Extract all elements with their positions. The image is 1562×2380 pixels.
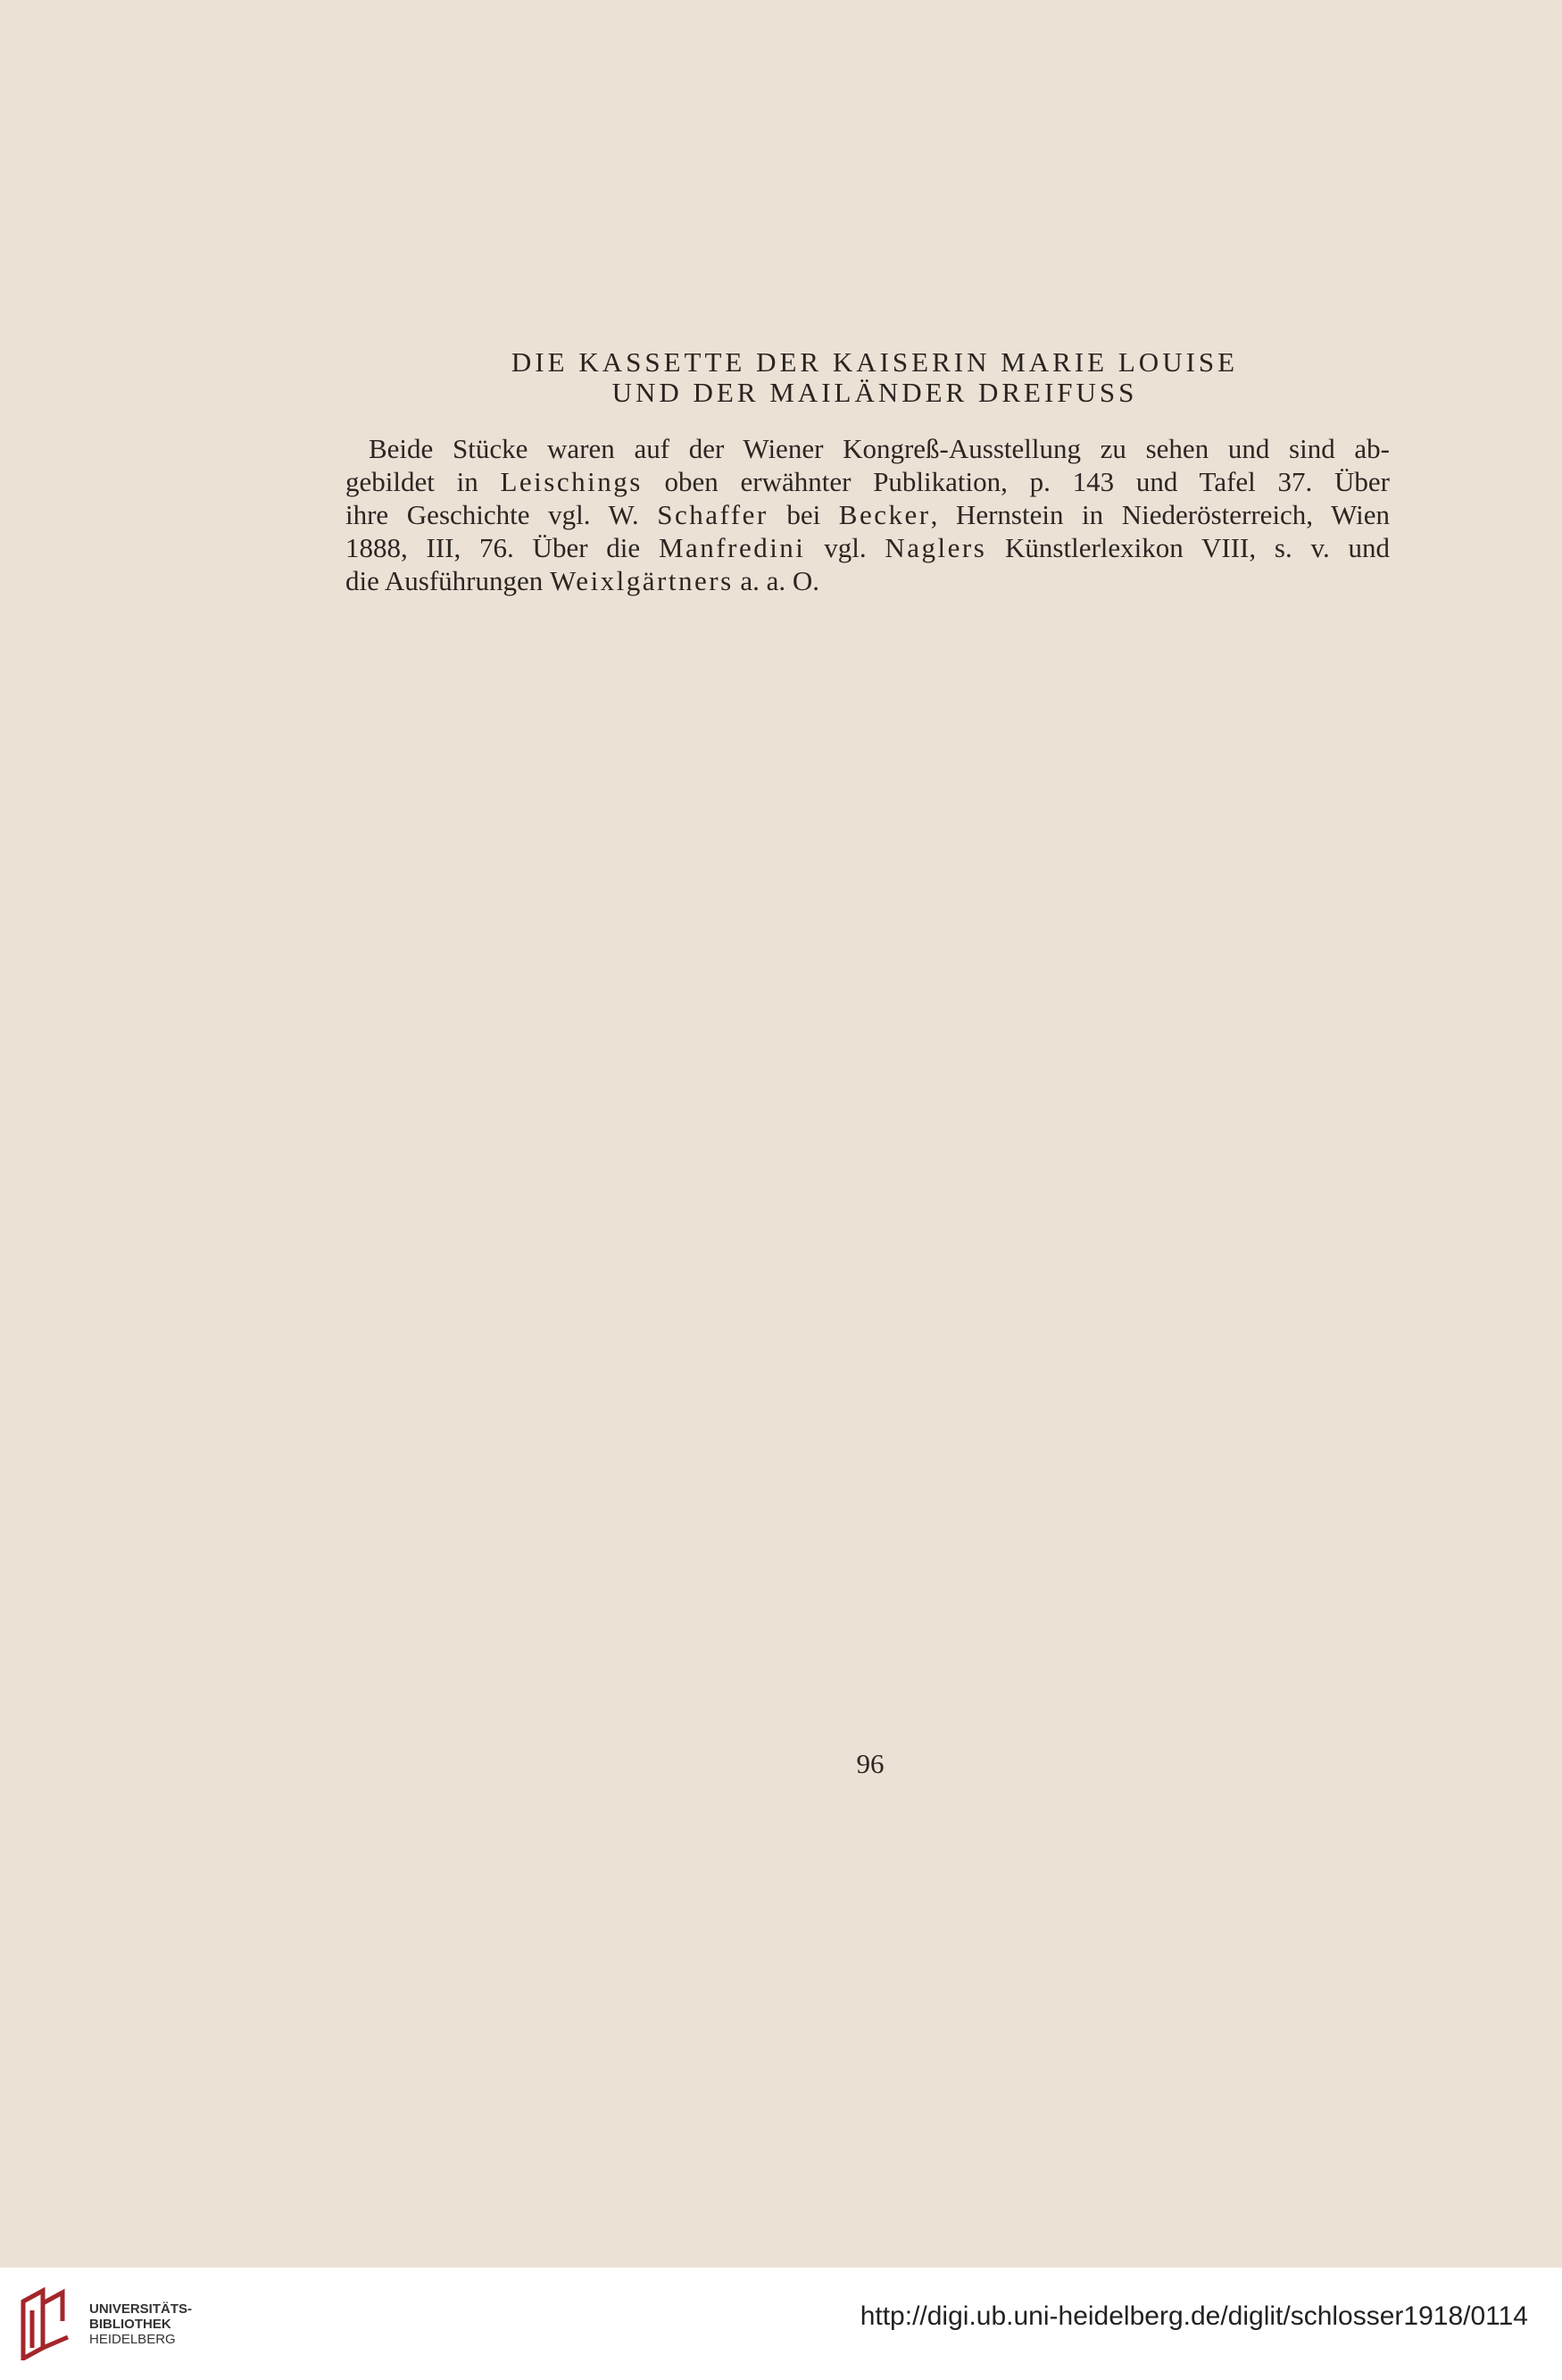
text-line-5: die Ausführungen Weixlgärtners a. a. O. <box>345 565 820 596</box>
page-number: 96 <box>856 1748 885 1779</box>
chapter-heading-line-1: DIE KASSETTE DER KAISERIN MARIE LOUISE <box>511 346 1239 378</box>
source-url-link[interactable]: http://digi.ub.uni-heidelberg.de/diglit/schlosser1918/0114 <box>860 2301 1528 2331</box>
library-name: UNIVERSITÄTS- BIBLIOTHEK HEIDELBERG <box>89 2301 193 2347</box>
author-name-schaffer: Schaffer <box>657 499 769 530</box>
name-manfredini: Manfredini <box>658 532 806 563</box>
chapter-heading-line-2: UND DER MAILÄNDER DREIFUSS <box>611 377 1138 408</box>
author-name-becker: Becker <box>838 499 931 530</box>
footnote-paragraph <box>345 432 1390 597</box>
text-line-2: gebildet in Leischings oben erwähnter Publikation, p. 143 und Tafel 37. Über <box>345 466 1390 497</box>
author-name-weixlgaertner: Weixlgärtners <box>550 565 734 596</box>
text-line-1: Beide Stücke waren auf der Wiener Kongreß-Ausstellung zu sehen und sind ab- <box>369 433 1390 464</box>
library-logo-icon <box>16 2285 79 2360</box>
text-line-4: 1888, III, 76. Über die Manfredini vgl. Naglers Künstlerlexikon VIII, s. v. und <box>345 532 1391 563</box>
digitization-footer <box>0 2268 1562 2380</box>
author-name-nagler: Naglers <box>885 532 987 563</box>
author-name-leisching: Leischings <box>500 466 643 497</box>
text-line-3: ihre Geschichte vgl. W. Schaffer bei Becker, Hernstein in Niederösterreich, Wien <box>345 499 1390 530</box>
